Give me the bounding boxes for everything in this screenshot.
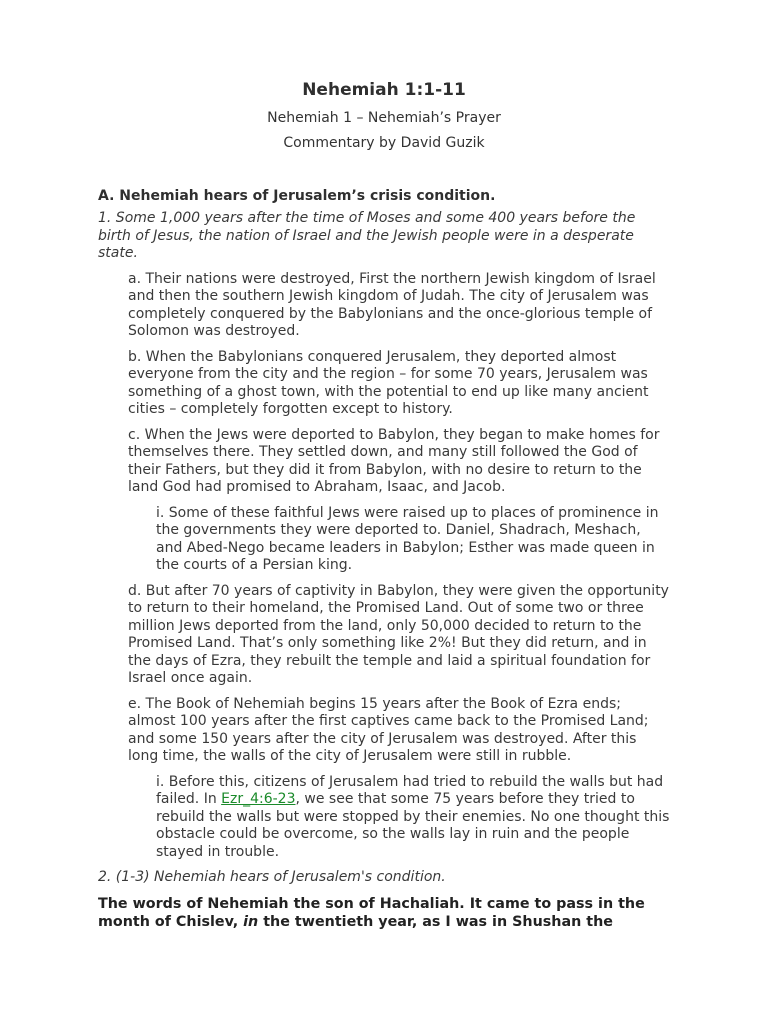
scripture-text-before: The words of Nehemiah the son of Hachaliah. It came to pass in the month of Chislev, [98, 895, 645, 930]
item-d: d. But after 70 years of captivity in Babylon, they were given the opportunity to return to their homeland, the Promised Land. Out of some two or three million Jews deported from the land, only 50,000 decided to return to the Promised Land. That’s only something like 2%! But they did return, and in the days of Ezra, they rebuilt the temple and laid a spiritual foundation for Israel once again. [128, 582, 669, 686]
item-c: c. When the Jews were deported to Babylon, they began to make homes for themselves there. They settled down, and many still followed the God of their Fathers, but they did it from Babylon, with no desire to return to the land God had promised to Abraham, Isaac, and Jacob. [128, 426, 660, 495]
item-c-i: i. Some of these faithful Jews were raised up to places of prominence in the governments they were deported to. Daniel, Shadrach, Meshach, and Abed-Nego became leaders in Babylon; Esther was made queen in the courts of a Persian king. [156, 504, 659, 573]
document-page [98, 80, 670, 939]
item-b: b. When the Babylonians conquered Jerusalem, they deported almost everyone from the city and the region – for some 70 years, Jerusalem was something of a ghost town, with the potential to end up like many ancient cities – completely forgotten except to history. [128, 348, 649, 417]
scripture-text-italic: in [243, 913, 259, 930]
point-2: 2. (1-3) Nehemiah hears of Jerusalem's condition. [98, 869, 446, 885]
item-e-i [156, 774, 670, 862]
item-e: e. The Book of Nehemiah begins 15 years after the Book of Ezra ends; almost 100 years after the first captives came back to the Promised Land; and some 150 years after the city of Jerusalem was destroyed. After this long time, the walls of the city of Jerusalem were still in rubble. [128, 695, 649, 764]
item-e-i-text-after: , we see that some 75 years before they tried to rebuild the walls but were stopped by their enemies. No one thought this obstacle could be overcome, so the walls lay in ruin and the people stayed in trouble. [156, 791, 670, 860]
chapter-subtitle: Nehemiah 1 – Nehemiah’s Prayer [267, 110, 501, 126]
page-title: Nehemiah 1:1-11 [302, 80, 466, 100]
section-heading-a: A. Nehemiah hears of Jerusalem’s crisis condition. [98, 188, 496, 204]
point-1: 1. Some 1,000 years after the time of Moses and some 400 years before the birth of Jesus, the nation of Israel and the Jewish people were in a desperate state. [98, 210, 636, 261]
item-a: a. Their nations were destroyed, First the northern Jewish kingdom of Israel and then the southern Jewish kingdom of Judah. The city of Jerusalem was completely conquered by the Babylonians and the once-glorious temple of Solomon was destroyed. [128, 270, 656, 339]
scripture-quote [98, 895, 670, 931]
item-e-i-text-before: i. Before this, citizens of Jerusalem had tried to rebuild the walls but had failed. In [156, 773, 664, 807]
scripture-reference-link[interactable]: Ezr_4:6-23 [221, 791, 296, 807]
scripture-text-after: the twentieth year, as I was in Shushan the [258, 913, 613, 930]
author-line: Commentary by David Guzik [283, 135, 485, 151]
